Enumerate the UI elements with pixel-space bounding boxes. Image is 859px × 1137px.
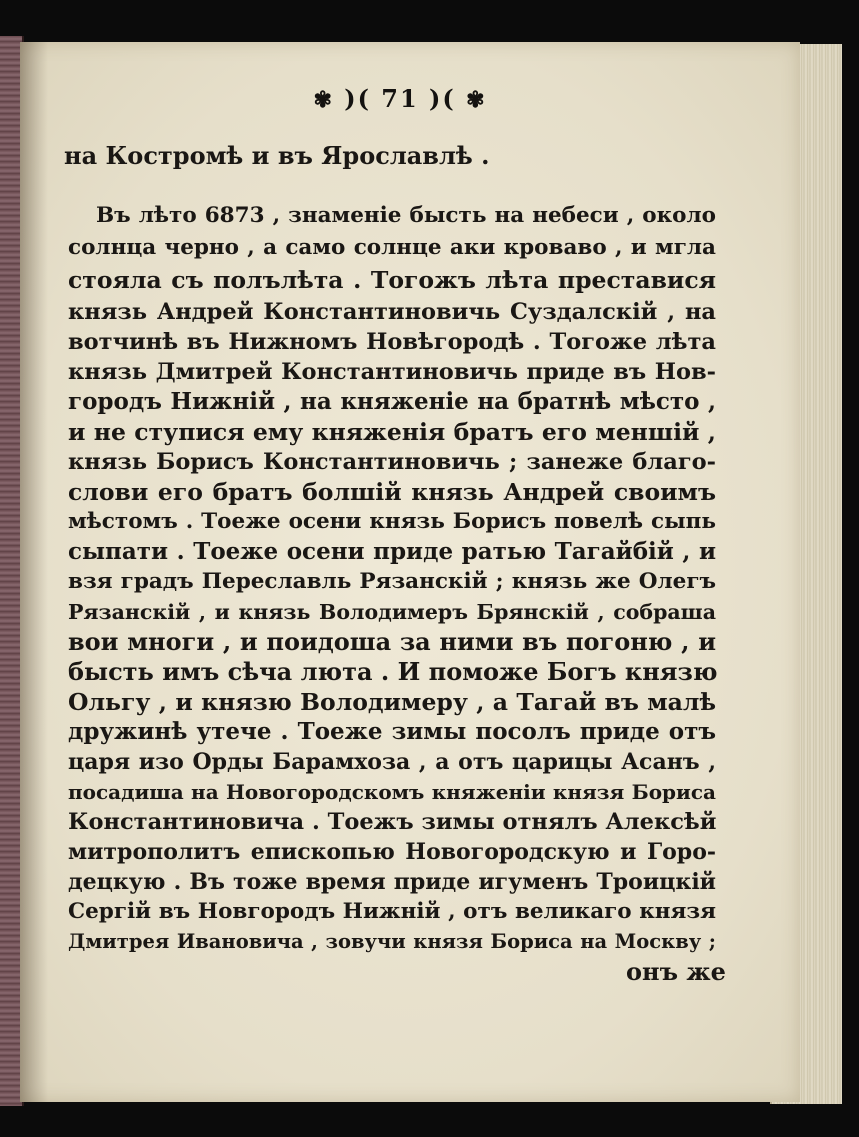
text-line: мѣстомъ . Тоеже осени князь Борисъ повелѣ сыпь xyxy=(68,509,716,534)
text-line: вотчинѣ въ Нижномъ Новѣгородѣ . Тогоже лѣта xyxy=(68,329,716,355)
text-line: митрополитъ епископью Новогородскую и Горо- xyxy=(68,839,716,865)
text-line: князь Андрей Константиновичь Суздалскій , на xyxy=(68,299,716,325)
text-line: дружинѣ утече . Тоеже зимы посолъ приде отъ xyxy=(68,718,716,745)
text-line: посадиша на Новогородскомъ княженіи князя Бориса xyxy=(68,780,716,804)
text-line: Дмитрея Ивановича , зовучи князя Бориса на Москву ; xyxy=(68,930,716,953)
text-line: бысть имъ сѣча люта . И поможе Богъ князю xyxy=(68,657,718,686)
text-line: Въ лѣто 6873 , знаменіе бысть на небеси , около xyxy=(96,203,716,228)
text-line: на Костромѣ и въ Ярославлѣ . xyxy=(64,141,490,170)
text-line: стояла съ полълѣта . Тогожъ лѣта преставися xyxy=(68,266,716,294)
text-line: Рязанскій , и князь Володимеръ Брянскій , собраша xyxy=(68,600,716,624)
ornament-left-icon: ✾ xyxy=(313,87,334,113)
text-line: децкую . Въ тоже время приде игуменъ Троицкій xyxy=(68,869,716,895)
text-line: царя изо Орды Барамхоза , а отъ царицы Асанъ , xyxy=(68,749,716,775)
text-line: Сергій въ Новгородъ Нижній , отъ великаго князя xyxy=(68,899,716,924)
text-line: князь Борисъ Константиновичь ; занеже благо- xyxy=(68,449,716,475)
text-line: взя градъ Переславль Рязанскій ; князь же Олегъ xyxy=(68,569,716,594)
text-line: вои многи , и поидоша за ними въ погоню , и xyxy=(68,627,716,656)
page-number: )( 71 )( xyxy=(344,84,456,113)
text-line: слови его братъ болшій князь Андрей своимъ xyxy=(68,478,716,506)
catchword: онъ же xyxy=(626,957,726,986)
ornament-right-icon: ✾ xyxy=(466,87,487,113)
text-line: сыпати . Тоеже осени приде ратью Тагайбій , и xyxy=(68,538,716,565)
text-line: городъ Нижній , на княженіе на братнѣ мѣсто , xyxy=(68,388,716,415)
text-line: Константиновича . Тоежъ зимы отнялъ Алексѣй xyxy=(68,809,717,835)
text-line: князь Дмитрей Константиновичь приде въ Нов- xyxy=(68,359,716,385)
text-line: Ольгу , и князю Володимеру , а Тагай въ малѣ xyxy=(68,688,716,716)
text-line: и не ступися ему княженія братъ его меншій , xyxy=(68,418,716,446)
text-line: солнца черно , а само солнце аки кроваво , и мгла xyxy=(68,235,716,260)
